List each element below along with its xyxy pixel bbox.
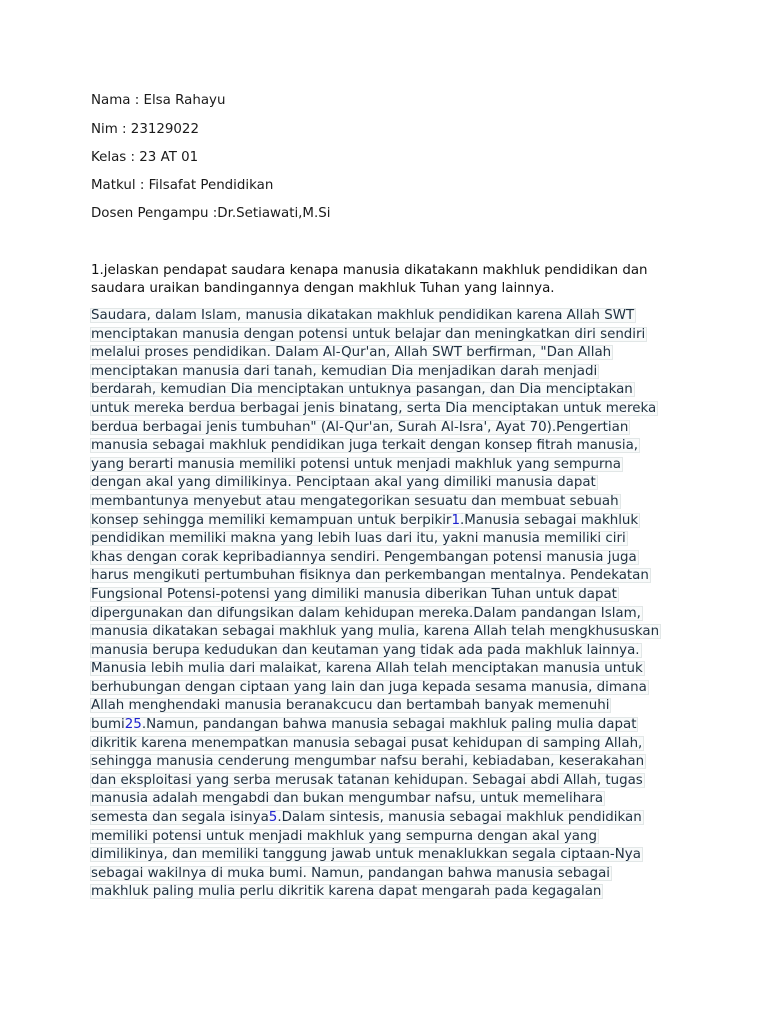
answer-line: Manusia lebih mulia dari malaikat, karena Allah telah menciptakan manusia untuk (91, 661, 643, 677)
answer-line: manusia dikatakan sebagai makhluk yang mulia, karena Allah telah mengkhususkan (91, 624, 660, 640)
course-name: Matkul : Filsafat Pendidikan (91, 178, 274, 193)
answer-line: yang berarti manusia memiliki potensi untuk menjadi makhluk yang sempurna (91, 456, 621, 472)
question-line: saudara uraikan bandingannya dengan makhluk Tuhan yang lainnya. (91, 281, 555, 296)
answer-line: manusia adalah mengabdi dan bukan mengumbar nafsu, untuk memelihara (91, 791, 604, 807)
answer-paragraph (90, 307, 690, 902)
answer-text: .Dalam sintesis, manusia sebagai makhluk pendidikan (277, 810, 642, 826)
answer-line: Saudara, dalam Islam, manusia dikatakan makhluk pendidikan karena Allah SWT (91, 308, 635, 323)
answer-line: sebagai wakilnya di muka bumi. Namun, pandangan bahwa manusia sebagai (91, 865, 611, 881)
answer-line: dengan akal yang dimilikinya. Penciptaan akal yang dimiliki manusia dapat (91, 475, 596, 491)
answer-line: dan eksploitasi yang serba merusak tatanan kehidupan. Sebagai abdi Allah, tugas (91, 772, 643, 788)
answer-line: menciptakan manusia dengan potensi untuk belajar dan meningkatkan diri sendiri (91, 326, 646, 342)
answer-line (90, 717, 638, 732)
answer-line: pendidikan memiliki makna yang lebih luas dari itu, yakni manusia memiliki ciri (91, 531, 626, 547)
student-nim: Nim : 23129022 (91, 122, 199, 137)
answer-line: harus mengikuti pertumbuhan fisiknya dan perkembangan mentalnya. Pendekatan (91, 568, 649, 584)
answer-text: semesta dan segala isinya (91, 810, 269, 826)
answer-text: konsep sehingga memiliki kemampuan untuk berpikir (91, 512, 452, 528)
lecturer-name: Dosen Pengampu :Dr.Setiawati,M.Si (91, 206, 331, 221)
answer-line: dipergunakan dan difungsikan dalam kehidupan mereka.Dalam pandangan Islam, (91, 605, 641, 621)
answer-line: Fungsional Potensi-potensi yang dimiliki manusia diberikan Tuhan untuk dapat (91, 586, 617, 602)
answer-line: untuk mereka berdua berbagai jenis binatang, serta Dia menciptakan untuk mereka (91, 400, 657, 416)
answer-line: menciptakan manusia dari tanah, kemudian Dia menjadikan darah menjadi (91, 363, 598, 379)
answer-text: bumi (91, 717, 125, 733)
question-line: 1.jelaskan pendapat saudara kenapa manusia dikatakann makhluk pendidikan dan (91, 263, 648, 278)
student-name: Nama : Elsa Rahayu (91, 93, 226, 108)
footnote-reference-link[interactable]: 5 (268, 810, 278, 826)
answer-line: manusia sebagai makhluk pendidikan juga terkait dengan konsep fitrah manusia, (91, 438, 639, 454)
answer-text: .Manusia sebagai makhluk (459, 512, 639, 528)
answer-line: sehingga manusia cenderung mengumbar nafsu berahi, kebiadaban, keserakahan (91, 754, 645, 770)
footnote-reference-link[interactable]: 1 (451, 512, 460, 528)
answer-line: dikritik karena menempatkan manusia sebagai pusat kehidupan di samping Allah, (91, 735, 643, 751)
answer-line: dimilikinya, dan memiliki tanggung jawab untuk menaklukkan segala ciptaan-Nya (91, 847, 641, 863)
answer-line: khas dengan corak kepribadiannya sendiri. Pengembangan potensi manusia juga (91, 549, 637, 565)
answer-line: berhubungan dengan ciptaan yang lain dan juga kepada sesama manusia, dimana (91, 679, 647, 695)
student-class: Kelas : 23 AT 01 (91, 150, 199, 165)
footnote-reference-link[interactable]: 25 (124, 717, 142, 733)
answer-line: melalui proses pendidikan. Dalam Al-Qur'an, Allah SWT berfirman, "Dan Allah (91, 345, 612, 361)
answer-line (90, 513, 640, 528)
answer-line: Allah menghendaki manusia beranakcucu dan bertambah banyak memenuhi (91, 698, 610, 714)
answer-text: .Namun, pandangan bahwa manusia sebagai makhluk paling mulia dapat (141, 717, 637, 733)
question-text (91, 262, 691, 298)
answer-line: berdua berbagai jenis tumbuhan" (Al-Qur'an, Surah Al-Isra', Ayat 70).Pengertian (91, 419, 629, 435)
answer-line: manusia berupa kedudukan dan keutaman yang tidak ada pada makhluk lainnya. (91, 642, 640, 658)
answer-line (90, 810, 644, 825)
answer-line: berdarah, kemudian Dia menciptakan untuknya pasangan, dan Dia menciptakan (91, 382, 633, 398)
answer-line: makhluk paling mulia perlu dikritik karena dapat mengarah pada kegagalan (91, 884, 602, 900)
answer-line: membantunya menyebut atau mengategorikan sesuatu dan membuat sebuah (91, 493, 619, 509)
answer-line: memiliki potensi untuk menjadi makhluk yang sempurna dengan akal yang (91, 828, 597, 844)
